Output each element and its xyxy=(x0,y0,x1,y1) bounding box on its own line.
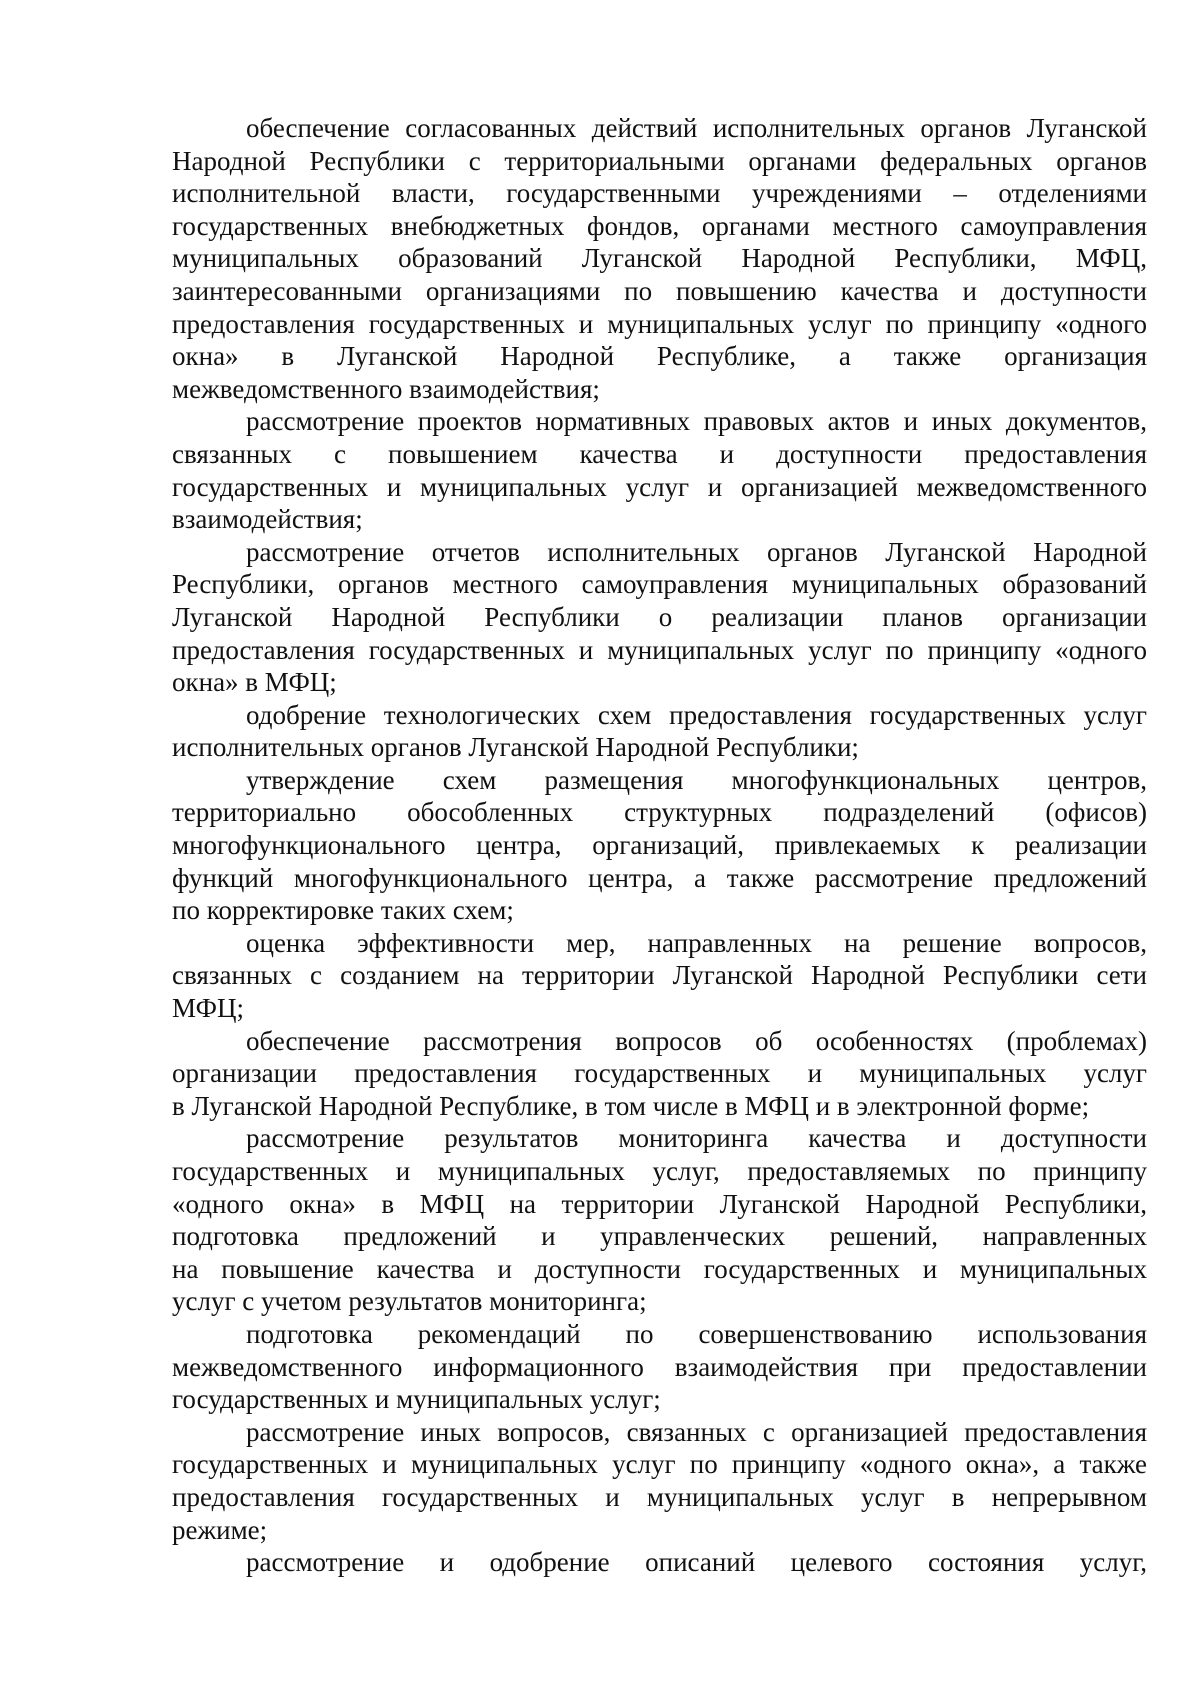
paragraph-line: МФЦ; xyxy=(172,993,244,1024)
paragraph-line: предоставления государственных и муниципальных услуг по принципу «одного xyxy=(172,634,1147,665)
paragraph-line: исполнительных органов Луганской Народной Республики; xyxy=(172,732,859,763)
paragraph-line: заинтересованными организациями по повышению качества и доступности xyxy=(172,275,1147,306)
paragraph-line: взаимодействия; xyxy=(172,504,363,535)
paragraph-line: муниципальных образований Луганской Народной Республики, МФЦ, xyxy=(172,243,1147,274)
paragraph xyxy=(172,1416,1147,1546)
paragraph-line: территориально обособленных структурных подразделений (офисов) xyxy=(172,797,1147,828)
paragraph-line: межведомственного взаимодействия; xyxy=(172,373,600,404)
paragraph-line: в Луганской Народной Республике, в том числе в МФЦ и в электронной форме; xyxy=(172,1090,1090,1121)
paragraph-line: одобрение технологических схем предоставления государственных услуг xyxy=(246,699,1147,730)
paragraph-line: окна» в Луганской Народной Республике, а также организация xyxy=(172,341,1147,372)
paragraph-line: организации предоставления государственных и муниципальных услуг xyxy=(172,1058,1147,1089)
paragraph-line: государственных и муниципальных услуг, предоставляемых по принципу xyxy=(172,1156,1147,1186)
paragraph-line: обеспечение рассмотрения вопросов об особенностях (проблемах) xyxy=(246,1025,1147,1056)
paragraph-line: предоставления государственных и муниципальных услуг по принципу «одного xyxy=(172,308,1147,339)
paragraph xyxy=(172,764,1147,927)
paragraph-line: Республики, органов местного самоуправления муниципальных образований xyxy=(172,569,1147,600)
paragraph-line: на повышение качества и доступности государственных и муниципальных xyxy=(172,1253,1147,1284)
paragraph-line: государственных и муниципальных услуг; xyxy=(172,1384,661,1415)
paragraph-line: подготовка предложений и управленческих решений, направленных xyxy=(172,1221,1147,1252)
paragraph-line: услуг с учетом результатов мониторинга; xyxy=(172,1286,647,1317)
paragraph-line: оценка эффективности мер, направленных на решение вопросов, xyxy=(246,927,1147,958)
paragraph-line: Народной Республики с территориальными органами федеральных органов xyxy=(172,145,1147,176)
paragraph-line: рассмотрение отчетов исполнительных органов Луганской Народной xyxy=(246,536,1147,567)
paragraph-line: Луганской Народной Республики о реализации планов организации xyxy=(172,601,1147,632)
paragraph-line: государственных и муниципальных услуг и организацией межведомственного xyxy=(172,471,1147,502)
paragraph-line: по корректировке таких схем; xyxy=(172,895,514,926)
paragraph-line: «одного окна» в МФЦ на территории Луганской Народной Республики, xyxy=(172,1188,1147,1219)
paragraph-line: рассмотрение иных вопросов, связанных с организацией предоставления xyxy=(246,1416,1147,1447)
paragraph-line: функций многофункционального центра, а также рассмотрение предложений xyxy=(172,862,1147,893)
paragraph-line: государственных внебюджетных фондов, органами местного самоуправления xyxy=(172,210,1147,241)
paragraph xyxy=(172,927,1147,1025)
paragraph xyxy=(172,1122,1147,1318)
paragraph-line: предоставления государственных и муниципальных услуг в непрерывном xyxy=(172,1481,1147,1512)
paragraph xyxy=(172,1025,1147,1123)
paragraph xyxy=(172,405,1147,535)
paragraph-line: связанных с повышением качества и доступности предоставления xyxy=(172,438,1147,469)
paragraph-line: окна» в МФЦ; xyxy=(172,667,337,698)
paragraph-line: рассмотрение и одобрение описаний целевого состояния услуг, xyxy=(246,1547,1147,1578)
paragraph-line: межведомственного информационного взаимодействия при предоставлении xyxy=(172,1351,1147,1382)
document-body xyxy=(172,112,1147,1579)
paragraph xyxy=(172,699,1147,764)
paragraph xyxy=(172,1546,1147,1579)
paragraph-line: связанных с созданием на территории Луганской Народной Республики сети xyxy=(172,960,1147,991)
paragraph-line: подготовка рекомендаций по совершенствованию использования xyxy=(246,1318,1147,1349)
paragraph-line: режиме; xyxy=(172,1514,268,1545)
paragraph xyxy=(172,112,1147,405)
paragraph-line: исполнительной власти, государственными учреждениями – отделениями xyxy=(172,178,1147,209)
paragraph-line: государственных и муниципальных услуг по принципу «одного окна», а также xyxy=(172,1449,1147,1480)
paragraph xyxy=(172,536,1147,699)
paragraph-line: многофункционального центра, организаций, привлекаемых к реализации xyxy=(172,830,1147,861)
paragraph-line: рассмотрение результатов мониторинга качества и доступности xyxy=(246,1123,1147,1154)
paragraph-line: утверждение схем размещения многофункциональных центров, xyxy=(246,764,1147,795)
paragraph-line: обеспечение согласованных действий исполнительных органов Луганской xyxy=(246,113,1147,143)
paragraph-line: рассмотрение проектов нормативных правовых актов и иных документов, xyxy=(246,406,1147,437)
paragraph xyxy=(172,1318,1147,1416)
